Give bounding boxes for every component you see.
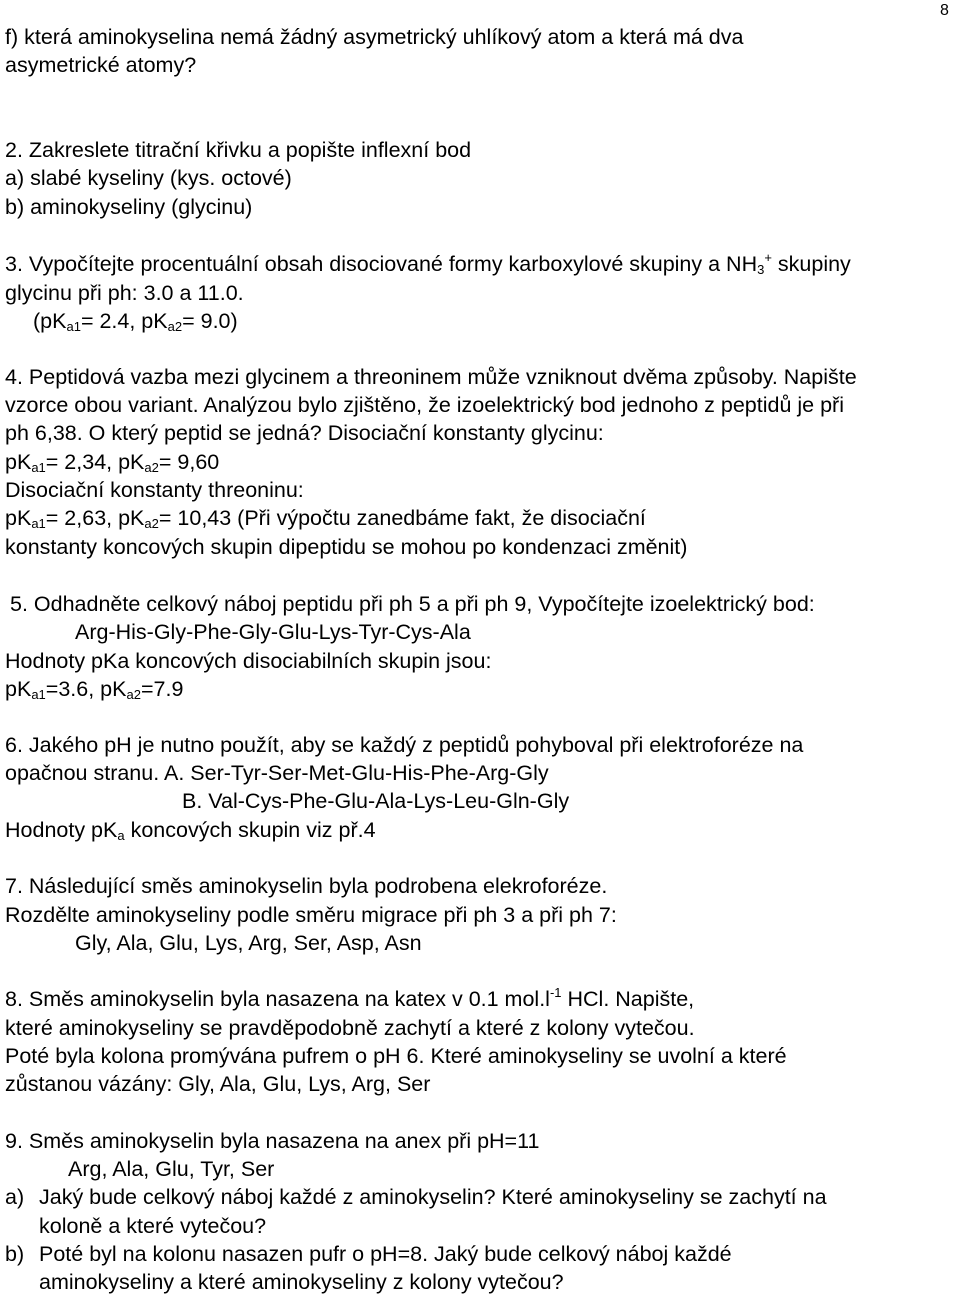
q9-a-line-1: Jaký bude celkový náboj každé z aminokyselin? Které aminokyseliny se zachytí na [39, 1185, 827, 1209]
q9-b-label: b) [5, 1242, 25, 1266]
q5-line-3: Hodnoty pKa koncových disociabilních skupin jsou: [5, 649, 492, 673]
q2-line-3: b) aminokyseliny (glycinu) [5, 195, 253, 219]
q4-line-4: $pK_{a1}= 2,34$, $pK_{a2}= 9,60$ [5, 450, 220, 475]
q3-line-1: 3. Vypočítejte procentuální obsah disociované formy karboxylové skupiny a $NH_3^+$ skupiny [5, 250, 851, 277]
q5-line-1: 5. Odhadněte celkový náboj peptidu při ph 5 a při ph 9, Vypočítejte izoelektrický bod: [10, 592, 815, 616]
q4-line-1: 4. Peptidová vazba mezi glycinem a threoninem může vzniknout dvěma způsoby. Napište [5, 365, 857, 389]
q8-line-4: zůstanou vázány: Gly, Ala, Glu, Lys, Arg, Ser [5, 1072, 431, 1096]
q6-line-2: opačnou stranu. A. Ser-Tyr-Ser-Met-Glu-His-Phe-Arg-Gly [5, 761, 549, 785]
q7-line-2: Rozdělte aminokyseliny podle směru migrace při ph 3 a při ph 7: [5, 903, 617, 927]
q7-line-3: Gly, Ala, Glu, Lys, Arg, Ser, Asp, Asn [75, 931, 422, 955]
q-f-line-2: asymetrické atomy? [5, 53, 197, 77]
q6-line-4: Hodnoty $pK_a$ koncových skupin viz př.4 [5, 818, 376, 843]
q3-line-2: glycinu při ph: 3.0 a 11.0. [5, 281, 244, 305]
q8-line-3: Poté byla kolona promývána pufrem o pH 6. Které aminokyseliny se uvolní a které [5, 1044, 787, 1068]
q4-line-6: $pK_{a1}= 2,63$, $pK_{a2}= 10,43$ (Při výpočtu zanedbáme fakt, že disociační [5, 506, 646, 531]
q4-line-2: vzorce obou variant. Analýzou bylo zjištěno, že izoelektrický bod jednoho z peptidů je při [5, 393, 844, 417]
page-number: 8 [940, 2, 949, 19]
q6-line-1: 6. Jakého pH je nutno použít, aby se každý z peptidů pohyboval při elektroforéze na [5, 733, 804, 757]
q9-a-label: a) [5, 1185, 25, 1209]
q4-line-5: Disociační konstanty threoninu: [5, 478, 304, 502]
q6-line-3: B. Val-Cys-Phe-Glu-Ala-Lys-Leu-Gln-Gly [182, 789, 570, 813]
q8-line-1: 8. Směs aminokyselin byla nasazena na katex v 0.1 $mol.l^{-1}$ HCl. Napište, [5, 985, 695, 1011]
q4-line-3: ph 6,38. O který peptid se jedná? Disociační konstanty glycinu: [5, 421, 604, 445]
q2-line-1: 2. Zakreslete titrační křivku a popište inflexní bod [5, 138, 472, 162]
q5-line-4: $pK_{a1}=3.6$, $pK_{a2}=7.9$ [5, 677, 184, 702]
q9-b-line-1: Poté byl na kolonu nasazen pufr o pH=8. Jaký bude celkový náboj každé [39, 1242, 732, 1266]
q9-line-2: Arg, Ala, Glu, Tyr, Ser [68, 1157, 275, 1181]
q9-a-line-2: koloně a které vytečou? [39, 1214, 267, 1238]
q3-line-3: ($pK_{a1}= 2.4$, $pK_{a2}= 9.0$) [33, 309, 238, 334]
q5-peptide: Arg-His-Gly-Phe-Gly-Glu-Lys-Tyr-Cys-Ala [75, 620, 471, 644]
q8-line-2: které aminokyseliny se pravděpodobně zachytí a které z kolony vytečou. [5, 1016, 695, 1040]
q9-b-line-2: aminokyseliny a které aminokyseliny z kolony vytečou? [39, 1270, 564, 1294]
q4-line-7: konstanty koncových skupin dipeptidu se mohou po kondenzaci změnit) [5, 535, 688, 559]
q7-line-1: 7. Následující směs aminokyselin byla podrobena elekroforéze. [5, 874, 608, 898]
q2-line-2: a) slabé kyseliny (kys. octové) [5, 166, 292, 190]
q-f-line-1: f) která aminokyselina nemá žádný asymetrický uhlíkový atom a která má dva [5, 25, 744, 49]
q9-line-1: 9. Směs aminokyselin byla nasazena na anex při pH=11 [5, 1129, 540, 1153]
